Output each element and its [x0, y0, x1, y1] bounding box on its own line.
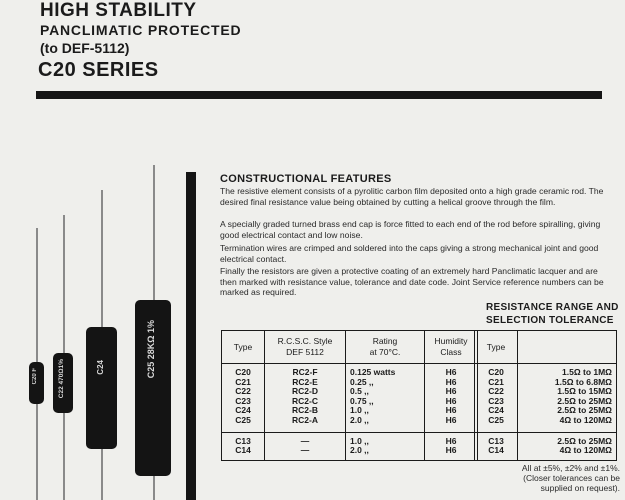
- cell-type: C25: [488, 414, 504, 425]
- cell-type: C23: [235, 395, 251, 406]
- resistance-range-heading: [486, 301, 619, 327]
- table-row: [222, 446, 478, 460]
- cell-range: 4Ω to 120MΩ: [518, 446, 617, 460]
- cell-type: C24: [488, 405, 504, 416]
- cell-rating: 0.25 ,,: [346, 378, 425, 388]
- cell-type: C13: [235, 435, 251, 446]
- cell-type: C24: [235, 405, 251, 416]
- tolerance-footnote: [480, 463, 620, 493]
- cell-humidity: H6: [425, 387, 478, 397]
- cell-humidity: H6: [425, 364, 478, 378]
- constructional-features-heading: CONSTRUCTIONAL FEATURES: [220, 173, 392, 185]
- resistor-3-label: C24: [96, 360, 105, 375]
- cell-humidity: H6: [425, 432, 478, 446]
- resistance-range-heading-line2: SELECTION TOLERANCE: [486, 315, 614, 326]
- cell-rating: 0.75 ,,: [346, 397, 425, 407]
- cell-range: 1.5Ω to 15MΩ: [518, 387, 617, 397]
- footnote-line3: supplied on request).: [540, 483, 620, 493]
- cell-style: RC2-D: [265, 387, 346, 397]
- cell-type: C20: [235, 367, 251, 377]
- table-row: [222, 416, 478, 426]
- resistor-1-label: C20 F: [32, 368, 38, 385]
- cell-type: C14: [488, 445, 504, 456]
- constructional-paragraph-1: The resistive element consists of a pyrolitic carbon film deposited onto a high grade ceramic rod. The desired final resistance value being obtained by cutting a helical groove through the film.: [220, 186, 604, 207]
- cell-type: C21: [488, 376, 504, 387]
- cell-style: RC2-F: [265, 364, 346, 378]
- col-rcsc-line1: R.C.S.C. Style: [277, 336, 333, 346]
- range-col-type: Type: [475, 331, 518, 364]
- table-row: [222, 364, 478, 378]
- title-panclimatic: PANCLIMATIC PROTECTED: [40, 22, 242, 38]
- cell-style: RC2-A: [265, 416, 346, 426]
- cell-type: C22: [235, 386, 251, 397]
- col-rcsc-line2: DEF 5112: [286, 347, 324, 357]
- constructional-paragraph-4: Finally the resistors are given a protective coating of an extremely hard Panclimatic lacquer and are then marked with resistance value, tolerance and date code. Joint Service reference numbers can be marked as required.: [220, 266, 604, 297]
- table-row: [475, 364, 617, 378]
- cell-rating: 1.0 ,,: [346, 406, 425, 416]
- cell-style: RC2-B: [265, 406, 346, 416]
- range-col-values: [518, 331, 617, 364]
- constructional-paragraph-3: Termination wires are crimped and soldered into the caps giving a strong mechanical joint and good electrical contact.: [220, 243, 599, 264]
- table-row: [475, 432, 617, 446]
- cell-range: 2.5Ω to 25MΩ: [518, 397, 617, 407]
- cell-type: C13: [488, 435, 504, 446]
- resistor-4-label: C25 28KΩ 1%: [146, 320, 156, 379]
- cell-humidity: H6: [425, 406, 478, 416]
- resistor-2-label: C22 470Ω1%: [58, 359, 65, 399]
- cell-range: 2.5Ω to 25MΩ: [518, 432, 617, 446]
- resistor-photo: [0, 160, 186, 500]
- resistance-range-heading-line1: RESISTANCE RANGE AND: [486, 302, 619, 313]
- resistor-3-body: [86, 327, 117, 449]
- cell-humidity: H6: [425, 446, 478, 460]
- cell-type: C22: [488, 386, 504, 397]
- cell-humidity: H6: [425, 378, 478, 388]
- cell-rating: 0.5 ,,: [346, 387, 425, 397]
- cell-range: 4Ω to 120MΩ: [518, 416, 617, 426]
- table-row: [475, 446, 617, 460]
- title-def: (to DEF-5112): [40, 40, 130, 56]
- footnote-line1: All at ±5%, ±2% and ±1%.: [521, 463, 620, 473]
- cell-rating: 2.0 ,,: [346, 446, 425, 460]
- cell-style: —: [265, 432, 346, 446]
- cell-style: RC2-E: [265, 378, 346, 388]
- cell-type: C14: [235, 445, 251, 456]
- cell-humidity: H6: [425, 416, 478, 426]
- table-row: [475, 416, 617, 426]
- cell-style: RC2-C: [265, 397, 346, 407]
- cell-rating: 0.125 watts: [346, 364, 425, 378]
- table-row: [222, 432, 478, 446]
- title-high-stability: HIGH STABILITY: [40, 0, 197, 21]
- cell-range: 2.5Ω to 25MΩ: [518, 406, 617, 416]
- vertical-rule: [186, 172, 196, 500]
- cell-range: 1.5Ω to 1MΩ: [518, 364, 617, 378]
- cell-type: C21: [235, 376, 251, 387]
- col-humidity-line2: Class: [440, 347, 462, 357]
- col-humidity-line1: Humidity: [434, 336, 468, 346]
- cell-type: C20: [488, 367, 504, 377]
- cell-rating: 1.0 ,,: [346, 432, 425, 446]
- col-type: Type: [222, 331, 265, 364]
- col-rating-line1: Rating: [372, 336, 398, 346]
- cell-type: C25: [235, 414, 251, 425]
- col-rating: [346, 331, 425, 364]
- style-rating-table: [221, 330, 478, 461]
- cell-humidity: H6: [425, 397, 478, 407]
- resistance-range-table: [474, 330, 617, 461]
- cell-style: —: [265, 446, 346, 460]
- footnote-line2: (Closer tolerances can be: [523, 473, 620, 483]
- cell-range: 1.5Ω to 6.8MΩ: [518, 378, 617, 388]
- cell-type: C23: [488, 395, 504, 406]
- cell-rating: 2.0 ,,: [346, 416, 425, 426]
- col-humidity: [425, 331, 478, 364]
- title-series: C20 SERIES: [38, 59, 159, 81]
- col-rcsc: [265, 331, 346, 364]
- constructional-paragraph-2: A specially graded turned brass end cap is force fitted to each end of the rod before spiralling, giving good electrical contact and low noise.: [220, 219, 601, 240]
- top-rule: [36, 91, 602, 99]
- col-rating-line2: at 70°C.: [369, 347, 401, 357]
